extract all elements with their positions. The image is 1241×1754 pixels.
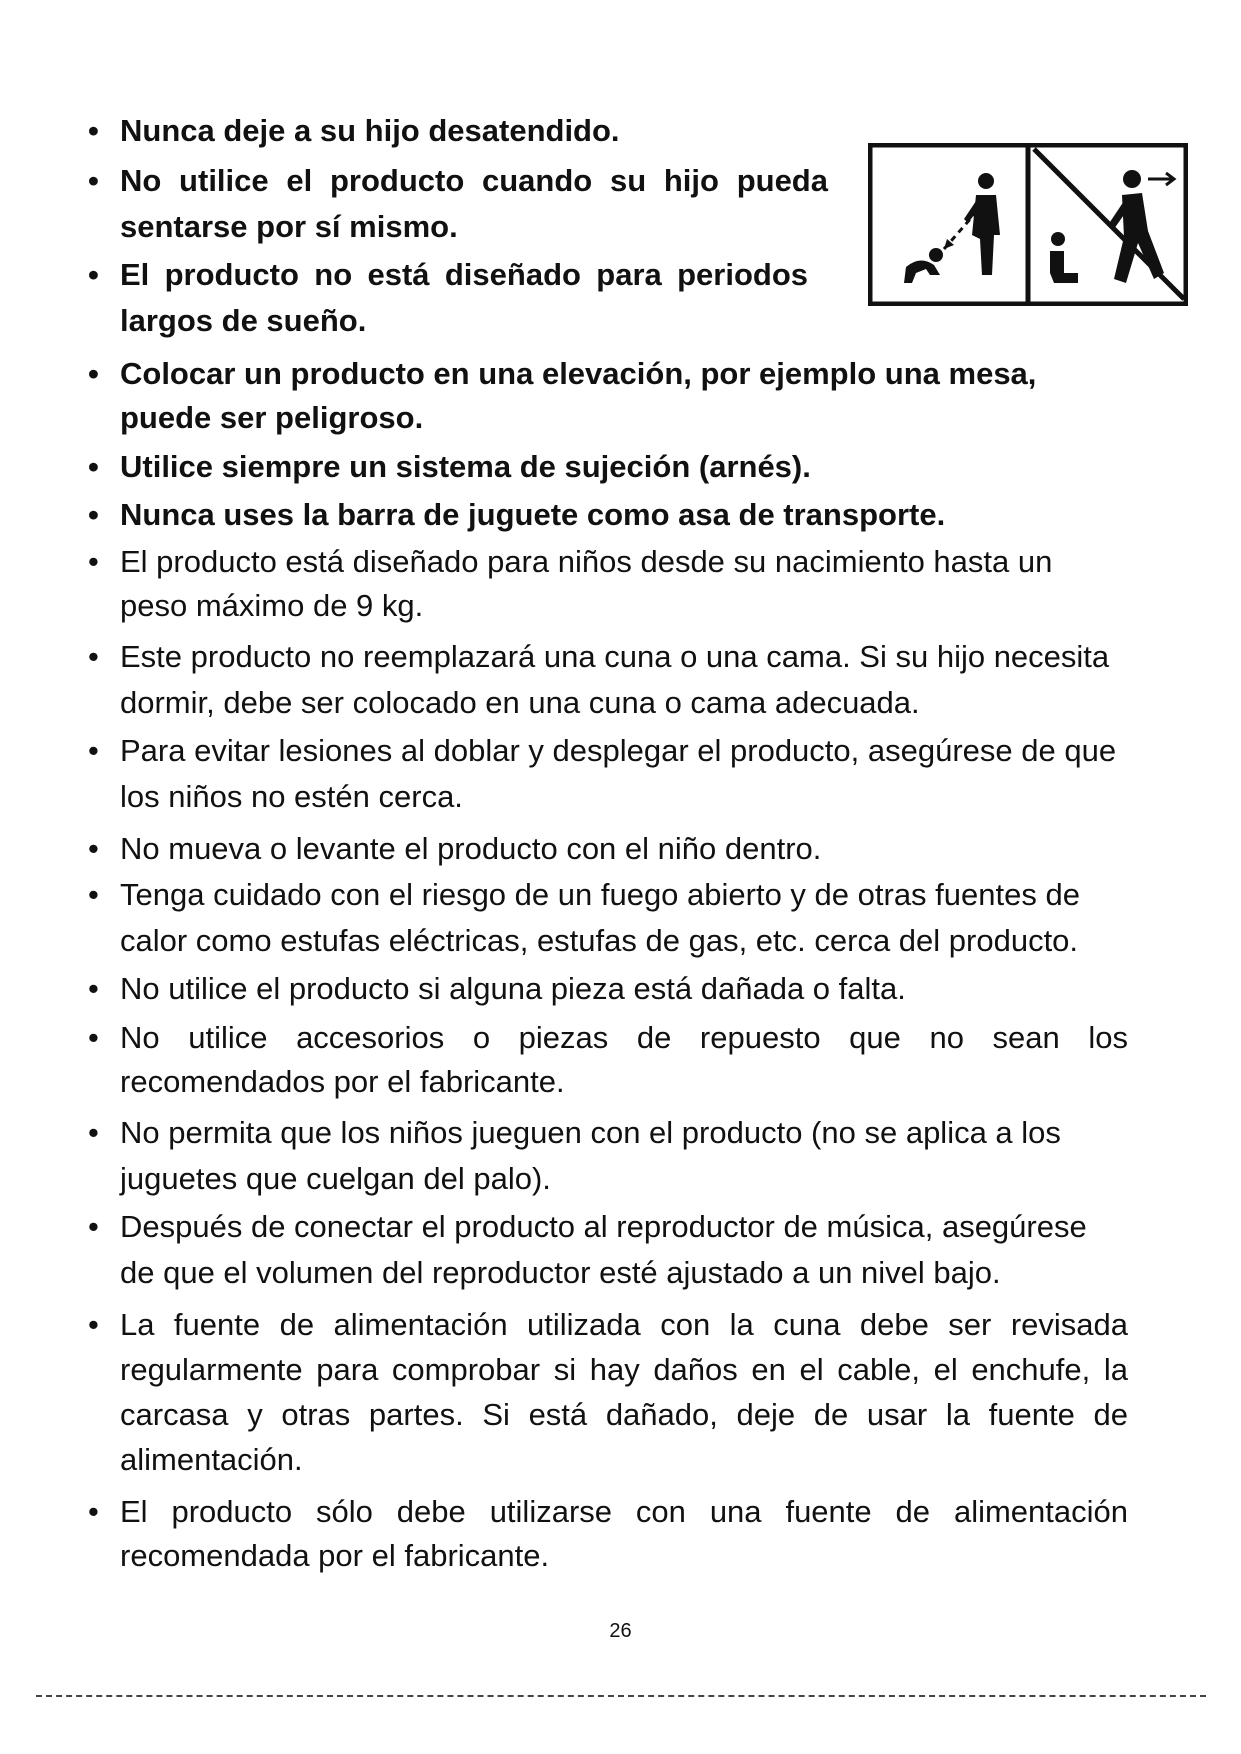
list-item-text: Para evitar lesiones al doblar y desplegar el producto, asegúrese de que los niños no estén cerca.: [120, 733, 1117, 814]
list-item: [88, 634, 1128, 726]
bullet: •: [88, 356, 99, 391]
bullet: •: [88, 1494, 99, 1529]
list-item-text: Nunca deje a su hijo desatendido.: [120, 113, 620, 148]
list-item: [88, 966, 1128, 1012]
list-item-text: No permita que los niños jueguen con el producto (no se aplica a los juguetes que cuelgan del palo).: [120, 1115, 1061, 1196]
bullet: •: [88, 733, 99, 768]
list-item-text: No utilice el producto cuando su hijo pueda sentarse por sí mismo.: [120, 163, 828, 244]
bullet: •: [88, 257, 99, 292]
bullet: •: [88, 1209, 99, 1244]
bullet: •: [88, 163, 99, 198]
bullet: •: [88, 831, 99, 866]
bullet: •: [88, 971, 99, 1006]
list-item: [88, 540, 1128, 628]
list-item: [88, 826, 1128, 872]
list-item: [88, 872, 1128, 964]
bullet: •: [88, 497, 99, 532]
bullet: •: [88, 113, 99, 148]
footer-divider: [36, 1695, 1206, 1697]
page-number: 26: [609, 1620, 632, 1642]
list-item-text: El producto está diseñado para niños desde su nacimiento hasta un peso máximo de 9 kg.: [120, 544, 1053, 623]
list-item: [88, 1302, 1128, 1482]
list-item-text: Utilice siempre un sistema de sujeción (arnés).: [120, 449, 811, 484]
list-item-text: No utilice accesorios o piezas de repuesto que no sean los recomendados por el fabricante.: [120, 1020, 1128, 1099]
list-item: [88, 1016, 1128, 1104]
list-item-text: No utilice el producto si alguna pieza está dañada o falta.: [120, 971, 906, 1006]
bullet: •: [88, 1115, 99, 1150]
bullet: •: [88, 1020, 99, 1055]
list-item-text: Este producto no reemplazará una cuna o una cama. Si su hijo necesita dormir, debe ser colocado en una cuna o cama adecuada.: [120, 639, 1110, 720]
list-item: [88, 492, 1128, 538]
list-item: [88, 1204, 1128, 1296]
list-item: [88, 108, 828, 154]
list-item: [88, 252, 808, 344]
list-item: [88, 1490, 1128, 1578]
bullet: •: [88, 1307, 99, 1342]
list-item-text: El producto sólo debe utilizarse con una fuente de alimentación recomendada por el fabricante.: [120, 1494, 1128, 1573]
bullet: •: [88, 877, 99, 912]
list-item-text: No mueva o levante el producto con el niño dentro.: [120, 831, 822, 866]
list-item: [88, 352, 1128, 440]
list-item-text: Colocar un producto en una elevación, por ejemplo una mesa, puede ser peligroso.: [120, 356, 1037, 435]
list-item-text: El producto no está diseñado para periodos largos de sueño.: [120, 257, 808, 338]
list-item: [88, 1110, 1128, 1202]
list-item-text: Tenga cuidado con el riesgo de un fuego abierto y de otras fuentes de calor como estufas eléctricas, estufas de gas, etc. cerca del producto.: [120, 877, 1080, 958]
do-not-leave-child-unattended-icon: [868, 143, 1188, 306]
list-item-text: Nunca uses la barra de juguete como asa de transporte.: [120, 497, 946, 532]
list-item-text: La fuente de alimentación utilizada con la cuna debe ser revisada regularmente para comprobar si hay daños en el cable, el enchufe, la carcasa y otras partes. Si está dañado, deje de usar la fuente de alimentación.: [120, 1307, 1128, 1477]
list-item: [88, 728, 1128, 820]
bullet: •: [88, 449, 99, 484]
bullet: •: [88, 544, 99, 579]
list-item: [88, 158, 828, 250]
list-item-text: Después de conectar el producto al reproductor de música, asegúrese de que el volumen del reproductor esté ajustado a un nivel bajo.: [120, 1209, 1087, 1290]
list-item: [88, 444, 1128, 490]
bullet: •: [88, 639, 99, 674]
